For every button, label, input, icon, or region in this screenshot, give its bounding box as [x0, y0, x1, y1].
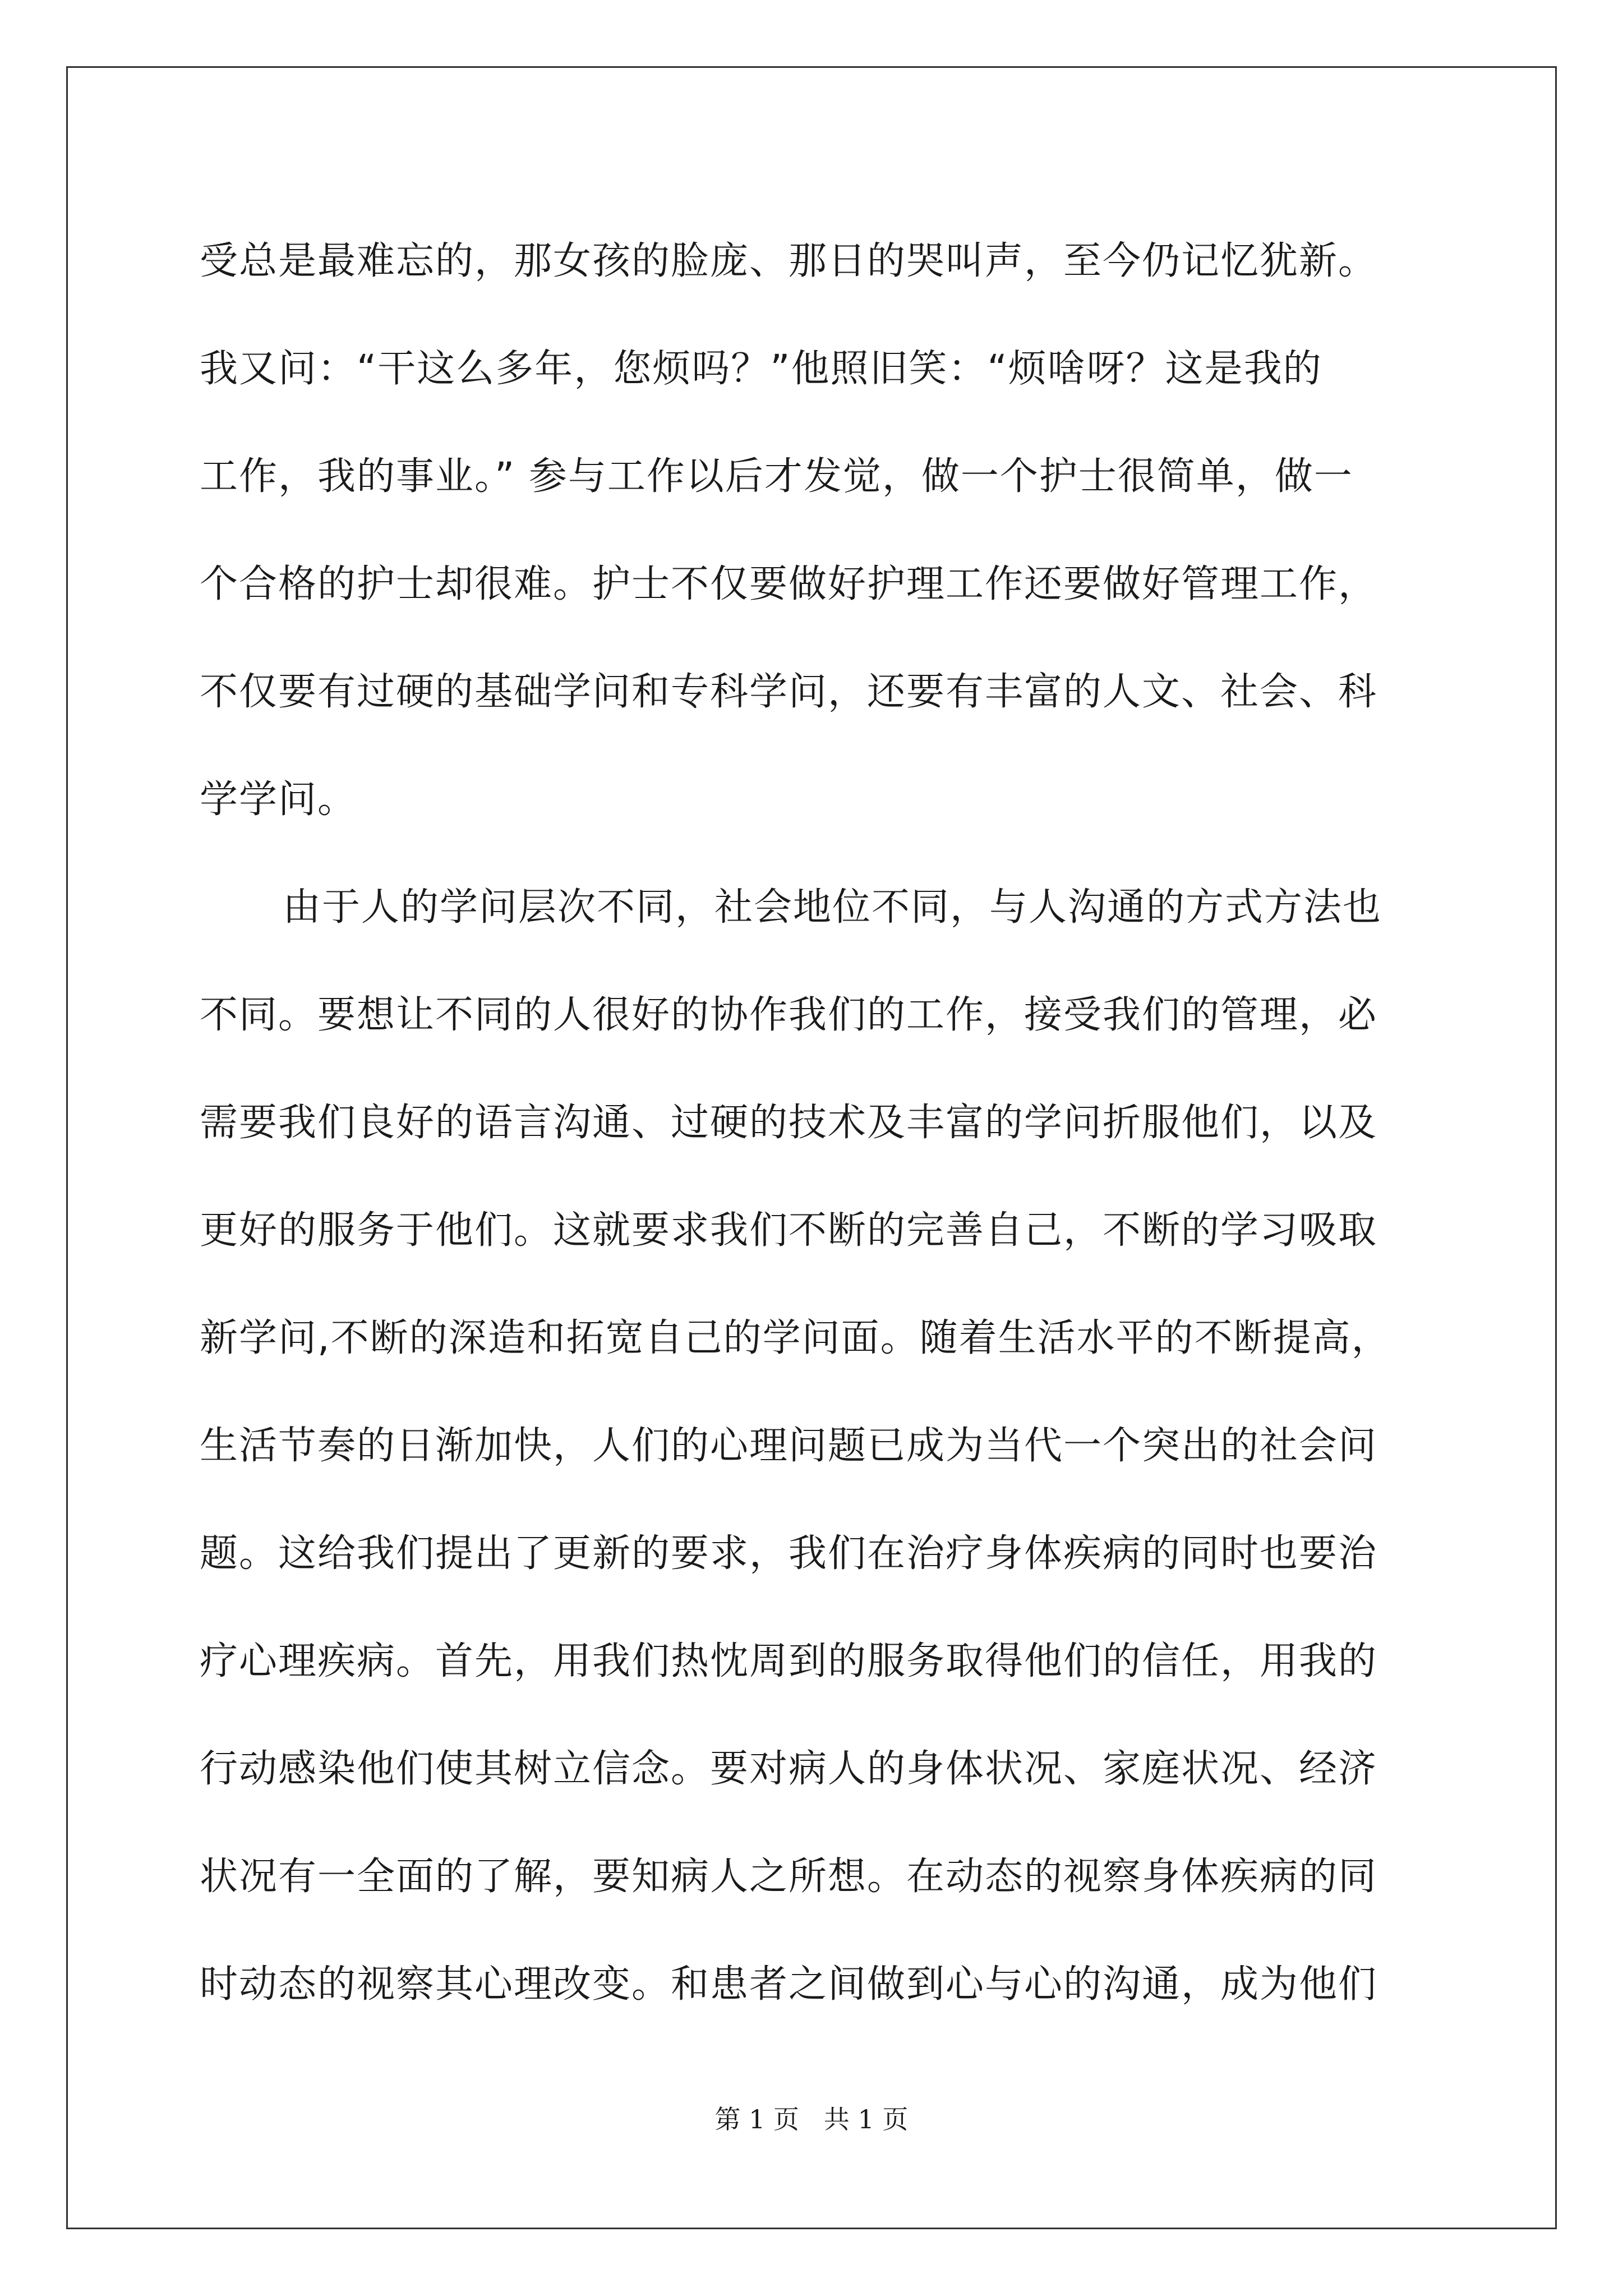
text-line: 需要我们良好的语言沟通、过硬的技术及丰富的学问折服他们，以及	[200, 1101, 1378, 1145]
text-line: 疗心理疾病。首先，用我们热忱周到的服务取得他们的信任，用我的	[200, 1639, 1378, 1683]
text-line: 新学问,不断的深造和拓宽自己的学问面。随着生活水平的不断提高，	[200, 1316, 1391, 1360]
text-line: 题。这给我们提出了更新的要求，我们在治疗身体疾病的同时也要治	[200, 1531, 1378, 1576]
text-line: 由于人的学问层次不同，社会地位不同，与人沟通的方式方法也	[283, 885, 1382, 930]
text-line: 个合格的护士却很难。护士不仅要做好护理工作还要做好管理工作，	[200, 562, 1378, 606]
text-line: 受总是最难忘的，那女孩的脸庞、那日的哭叫声，至今仍记忆犹新。	[200, 239, 1378, 283]
text-line: 行动感染他们使其树立信念。要对病人的身体状况、家庭状况、经济	[200, 1747, 1378, 1791]
text-line: 生活节奏的日渐加快，人们的心理问题已成为当代一个突出的社会问	[200, 1424, 1378, 1468]
text-line: 我又问：“干这么多年，您烦吗？”他照旧笑：“烦啥呀？这是我的	[200, 347, 1322, 391]
text-line: 学学问。	[200, 777, 357, 822]
text-line: 时动态的视察其心理改变。和患者之间做到心与心的沟通，成为他们	[200, 1962, 1378, 2007]
document-body	[200, 208, 1428, 2039]
text-line: 工作，我的事业。” 参与工作以后才发觉，做一个护士很简单，做一	[200, 454, 1353, 499]
text-line: 不同。要想让不同的人很好的协作我们的工作，接受我们的管理，必	[200, 993, 1378, 1037]
text-line: 更好的服务于他们。这就要求我们不断的完善自己，不断的学习吸取	[200, 1208, 1378, 1253]
text-line: 状况有一全面的了解，要知病人之所想。在动态的视察身体疾病的同	[200, 1855, 1378, 1899]
text-line: 不仅要有过硬的基础学问和专科学问，还要有丰富的人文、社会、科	[200, 670, 1378, 714]
page-number-footer: 第 1 页 共 1 页	[714, 2104, 909, 2134]
